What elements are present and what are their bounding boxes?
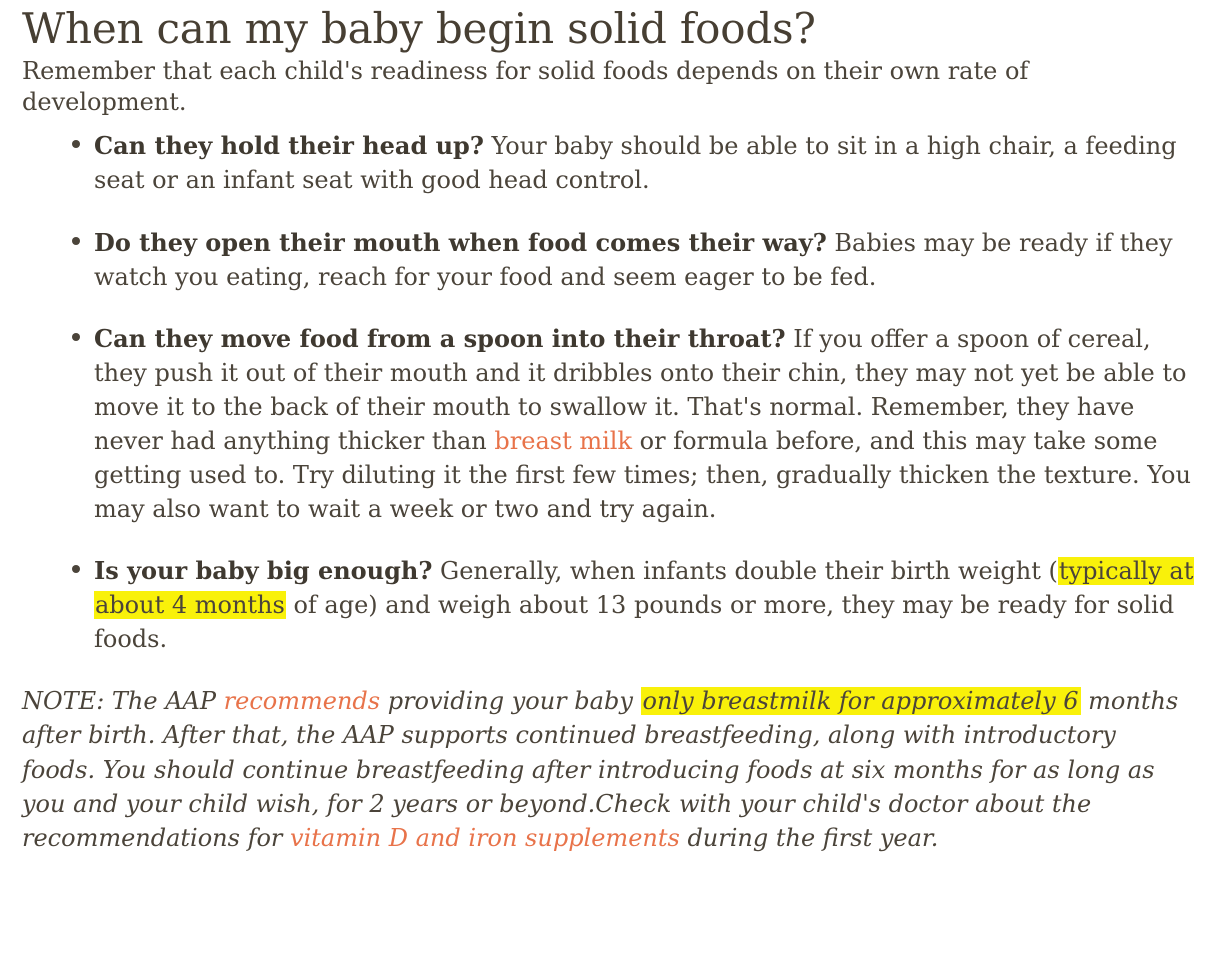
list-item-lead: Can they hold their head up? xyxy=(94,131,484,161)
list-item-lead: Can they move food from a spoon into their throat? xyxy=(94,323,786,353)
note-text-part1: NOTE: The AAP xyxy=(22,687,224,716)
list-item-body: Your baby should be able to sit in a high chair, a feeding seat or an infant seat with good head control. xyxy=(94,132,1177,195)
bullet-icon xyxy=(72,237,80,245)
recommends-link[interactable]: recommends xyxy=(223,687,381,716)
list-item-body-continued: or formula before, and this may take some getting used to. Try diluting it the first few times; then, gradually thicken the texture. You may also want to wait a week or two and try again. xyxy=(94,426,1191,524)
list-item xyxy=(22,129,1194,197)
list-item xyxy=(22,226,1194,294)
breast-milk-link[interactable]: breast milk xyxy=(494,426,632,455)
highlighted-text: only breastmilk for approximately 6 xyxy=(642,687,1079,716)
bullet-icon xyxy=(72,140,80,148)
list-item xyxy=(22,322,1194,526)
list-item-lead: Do they open their mouth when food comes their way? xyxy=(94,227,827,257)
list-item-body: Babies may be ready if they watch you eating, reach for your food and seem eager to be fed. xyxy=(94,228,1173,291)
note-text-part3: months after birth. After that, the AAP supports continued breastfeeding, along with introductory foods. You should continue breastfeeding after introducing foods at six months for as long as you and your child wish, for 2 years or beyond.Check with your child's doctor about the recommendations for xyxy=(22,687,1179,852)
note-text-part4: during the first year. xyxy=(679,823,939,852)
vitamin-d-iron-supplements-link[interactable]: vitamin D and iron supplements xyxy=(290,823,680,852)
page-title: When can my baby begin solid foods? xyxy=(22,4,816,53)
list-item-lead: Is your baby big enough? xyxy=(94,556,433,586)
list-item-body: If you offer a spoon of cereal, they push it out of their mouth and it dribbles onto their chin, they may not yet be able to move it to the back of their mouth to swallow it. That's normal. Remember, they have never had anything thicker than xyxy=(94,324,1187,455)
bullet-icon xyxy=(72,565,80,573)
intro-paragraph: Remember that each child's readiness for solid foods depends on their own rate of development. xyxy=(22,56,1029,117)
list-item-body-continued: of age) and weigh about 13 pounds or more, they may be ready for solid foods. xyxy=(94,591,1175,654)
bullet-icon xyxy=(72,333,80,341)
readiness-list xyxy=(22,129,1194,656)
list-item-body: Generally, when infants double their birth weight ( xyxy=(432,557,1058,586)
note-text-part2: providing your baby xyxy=(380,687,641,716)
list-item xyxy=(22,554,1194,656)
note-paragraph xyxy=(22,684,1194,854)
highlighted-text: typically at about 4 months xyxy=(95,557,1194,620)
